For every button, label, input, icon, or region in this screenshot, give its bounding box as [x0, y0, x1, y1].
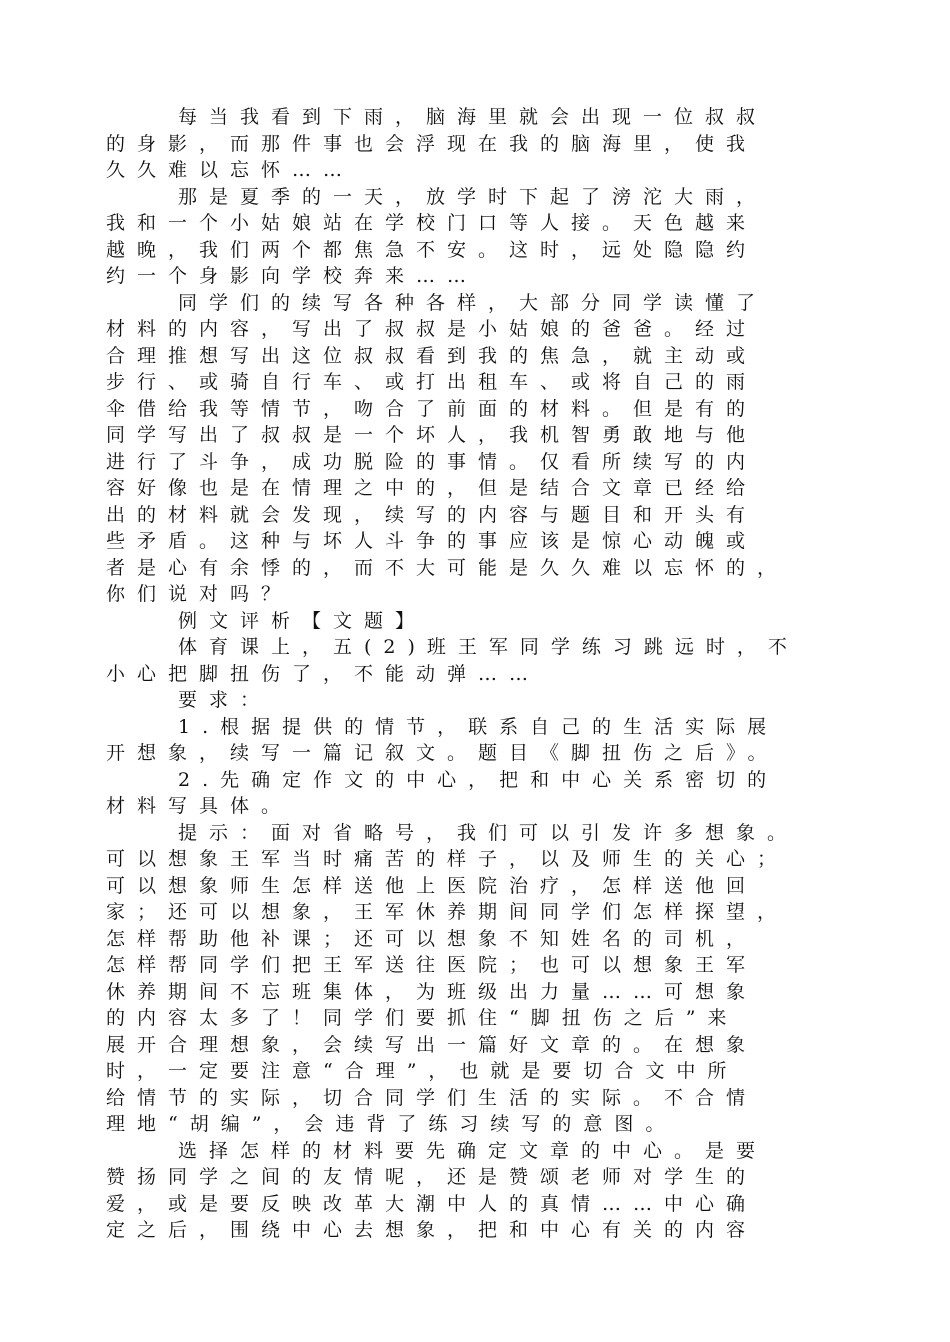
text-line: 进行了斗争，成功脱险的事情。仅看所续写的内: [106, 450, 758, 473]
text-line: 展开合理想象，会续写出一篇好文章的。在想象: [106, 1033, 758, 1056]
text-line: 家；还可以想象，王军休养期间同学们怎样探望，: [106, 901, 789, 923]
text-line: 每当我看到下雨，脑海里就会出现一位叔叔: [178, 106, 768, 128]
text-line: 材料写具体。: [106, 795, 293, 817]
text-line: 你们说对吗？: [106, 583, 293, 605]
text-line: 可以想象师生怎样送他上医院治疗，怎样送他回: [106, 874, 758, 897]
text-line: 伞借给我等情节，吻合了前面的材料。但是有的: [106, 397, 758, 420]
text-line: 同学们的续写各种各样，大部分同学读懂了: [178, 291, 768, 314]
text-line: 选择怎样的材料要先确定文章的中心。是要: [178, 1139, 768, 1162]
text-line: 那是夏季的一天，放学时下起了滂沱大雨，: [178, 185, 768, 208]
text-line: 爱，或是要反映改革大潮中人的真情……中心确: [106, 1192, 758, 1215]
document-body: [106, 104, 842, 1244]
text-line: 小心把脚扭伤了，不能动弹……: [106, 662, 541, 685]
text-line: 体育课上，五(2)班王军同学练习跳远时，不: [178, 636, 799, 658]
text-line: 越晚，我们两个都焦急不安。这时，远处隐隐约: [106, 238, 758, 261]
text-line: 可以想象王军当时痛苦的样子，以及师生的关心；: [106, 848, 789, 870]
text-line: 的内容太多了！同学们要抓住“脚扭伤之后”来: [106, 1007, 739, 1029]
text-line: 久久难以忘怀……: [106, 159, 355, 181]
text-line: 约一个身影向学校奔来……: [106, 265, 479, 287]
text-line: 定之后，围绕中心去想象，把和中心有关的内容: [106, 1219, 758, 1241]
text-line: 出的材料就会发现，续写的内容与题目和开头有: [106, 503, 758, 526]
text-line: 要求：: [178, 689, 272, 711]
text-line: 的身影，而那件事也会浮现在我的脑海里，使我: [106, 132, 758, 155]
text-line: 例文评析【文题】: [178, 609, 427, 632]
text-line: 者是心有余悸的，而不大可能是久久难以忘怀的，: [106, 556, 789, 579]
text-line: 怎样帮助他补课；还可以想象不知姓名的司机，: [106, 927, 758, 950]
text-line: 合理推想写出这位叔叔看到我的焦急，就主动或: [106, 344, 758, 367]
text-line: 提示：面对省略号，我们可以引发许多想象。: [178, 821, 799, 844]
text-line: 容好像也是在情理之中的，但是结合文章已经给: [106, 477, 758, 499]
text-line: 我和一个小姑娘站在学校门口等人接。天色越来: [106, 212, 758, 234]
text-line: 休养期间不忘班集体，为班级出力量……可想象: [106, 980, 758, 1003]
text-line: 2.先确定作文的中心，把和中心关系密切的: [178, 768, 779, 791]
text-line: 同学写出了叔叔是一个坏人，我机智勇敢地与他: [106, 424, 758, 446]
text-line: 开想象，续写一篇记叙文。题目《脚扭伤之后》。: [106, 742, 779, 764]
text-line: 些矛盾。这种与坏人斗争的事应该是惊心动魄或: [106, 530, 758, 552]
text-line: 给情节的实际，切合同学们生活的实际。不合情: [106, 1086, 758, 1109]
text-line: 材料的内容，写出了叔叔是小姑娘的爸爸。经过: [106, 318, 758, 340]
text-line: 怎样帮同学们把王军送往医院；也可以想象王军: [106, 954, 758, 976]
text-line: 1.根据提供的情节，联系自己的生活实际展: [178, 715, 779, 738]
text-line: 赞扬同学之间的友情呢，还是赞颂老师对学生的: [106, 1166, 758, 1188]
text-line: 理地“胡编”，会违背了练习续写的意图。: [106, 1113, 677, 1135]
text-line: 时，一定要注意“合理”，也就是要切合文中所: [106, 1060, 739, 1082]
text-line: 步行、或骑自行车、或打出租车、或将自己的雨: [106, 371, 758, 393]
